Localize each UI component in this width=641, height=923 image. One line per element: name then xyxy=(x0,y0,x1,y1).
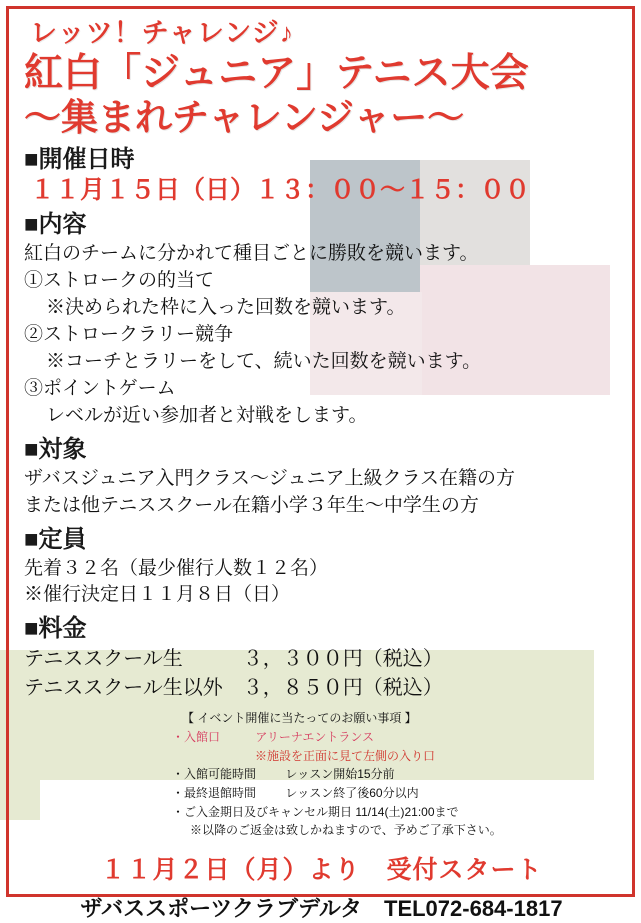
title-lead: レッツ！チャレンジ♪ xyxy=(30,18,295,48)
fee-line: テニススクール生 ３，３００円（税込） xyxy=(24,648,443,671)
fee-line: テニススクール生以外 ３，８５０円（税込） xyxy=(24,677,443,700)
note-value: アリーナエントランス xyxy=(255,730,375,745)
note-row xyxy=(172,747,621,766)
page-title: 紅白「ジュニア」テニス大会 xyxy=(24,52,529,96)
content-line: ①ストロークの的当て xyxy=(24,270,215,292)
notes-title: 【 イベント開催に当たってのお願い事項 】 xyxy=(182,711,417,726)
note-row xyxy=(172,803,621,822)
note-label: ※以降のご返金は致しかねますので、予めご了承下さい。 xyxy=(190,823,502,838)
title-subtitle: 〜集まれチャレンジャー〜 xyxy=(24,97,465,139)
note-row xyxy=(172,821,621,840)
capacity-line: ※催行決定日１１月８日（日） xyxy=(24,584,291,606)
content-line: ※決められた枠に入った回数を競います。 xyxy=(46,297,406,319)
note-label: ・入館口 xyxy=(172,730,221,745)
section-heading-target: ■対象 xyxy=(24,435,87,463)
content-line: ③ポイントゲーム xyxy=(24,378,176,400)
event-datetime-value: １１月１５日（日）１３：００〜１５：００ xyxy=(30,176,531,205)
note-value: ※施設を正面に見て左側の入り口 xyxy=(255,748,436,763)
section-heading-capacity: ■定員 xyxy=(24,525,87,553)
note-value: レッスン終了後60分以内 xyxy=(285,786,419,801)
capacity-line: 先着３２名（最少催行人数１２名） xyxy=(24,557,329,579)
section-heading-content: ■内容 xyxy=(24,211,87,239)
content-line: 紅白のチームに分かれて種目ごとに勝敗を競います。 xyxy=(24,243,479,265)
content-line: ※コーチとラリーをして、続いた回数を競います。 xyxy=(46,351,482,373)
note-row xyxy=(172,784,621,803)
note-label: ・ご入金期日及びキャンセル期日 11/14(土)21:00まで xyxy=(172,804,459,819)
registration-start-line: １１月２日（月）より 受付スタート xyxy=(100,855,543,884)
contact-footer: ザバススポーツクラブデルタ TEL072-684-1817 xyxy=(80,895,563,921)
note-label: ・最終退館時間 xyxy=(172,786,257,801)
section-heading-datetime: ■開催日時 xyxy=(24,145,135,173)
target-line: または他テニススクール在籍小学３年生〜中学生の方 xyxy=(24,494,479,516)
note-label: ・入館可能時間 xyxy=(172,767,257,782)
note-row xyxy=(172,765,621,784)
content-line: ②ストロークラリー競争 xyxy=(24,324,234,346)
section-heading-fee: ■料金 xyxy=(24,615,87,643)
notes-block xyxy=(22,709,621,840)
note-value: レッスン開始15分前 xyxy=(285,767,395,782)
content-line: レベルが近い参加者と対戦をします。 xyxy=(46,405,368,427)
note-row xyxy=(172,728,621,747)
target-line: ザバスジュニア入門クラス〜ジュニア上級クラス在籍の方 xyxy=(24,467,515,489)
